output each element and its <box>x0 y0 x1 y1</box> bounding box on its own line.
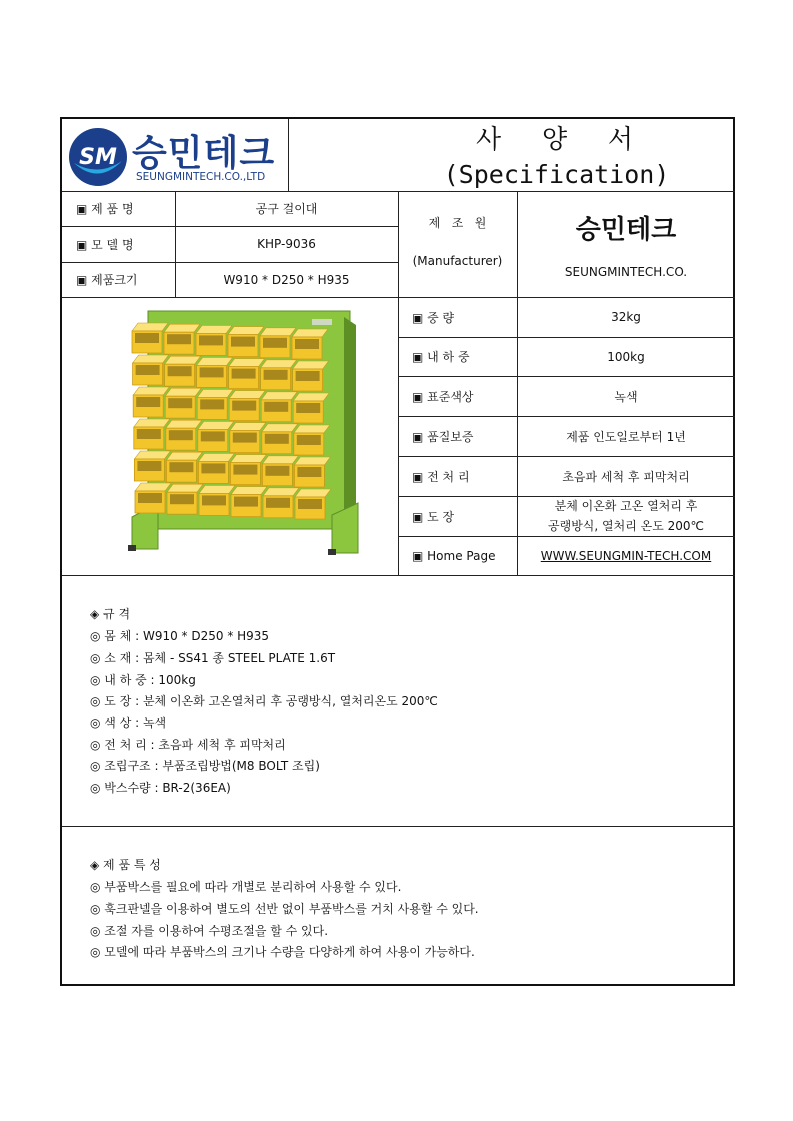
spec-line: ◎ 전 처 리 : 초음파 세척 후 피막처리 <box>90 738 286 752</box>
bin-opening <box>231 337 255 347</box>
bin-opening <box>137 429 161 439</box>
bin-opening <box>202 495 226 505</box>
coating-label: ▣ 도 장 <box>412 509 455 524</box>
model-name-value: KHP-9036 <box>257 237 316 251</box>
logo-emblem-icon <box>68 127 128 187</box>
bin-opening <box>137 461 161 471</box>
rack-leveler <box>128 545 136 551</box>
bin-top <box>293 393 329 401</box>
bin-opening <box>264 402 288 412</box>
coating-value <box>517 496 735 536</box>
bin-top <box>166 452 202 460</box>
rack-illustration <box>62 297 398 575</box>
bin-top <box>295 489 331 497</box>
bin-top <box>133 387 169 395</box>
bin-top <box>134 419 170 427</box>
bin-opening <box>169 430 193 440</box>
bin-top <box>294 425 330 433</box>
document-title-korean: 사 양 서 <box>476 124 637 155</box>
bin-top <box>292 329 328 337</box>
bin-top <box>263 488 299 496</box>
bin-top <box>166 420 202 428</box>
bin-opening <box>298 499 322 509</box>
bin-opening <box>200 399 224 409</box>
bin-top <box>262 456 298 464</box>
bin-opening <box>199 335 223 345</box>
bin-opening <box>200 367 224 377</box>
spec-line: ◎ 몸 체 : W910 * D250 * H935 <box>90 629 270 643</box>
product-name-value: 공구 걸이대 <box>255 202 318 216</box>
feature-line: ◎ 부품박스를 필요에 따라 개별로 분리하여 사용할 수 있다. <box>90 880 402 894</box>
bin-opening <box>295 339 319 349</box>
bin-top <box>261 360 297 368</box>
bin-top <box>134 451 170 459</box>
bin-opening <box>265 466 289 476</box>
standard-color-label: ▣ 표준색상 <box>412 389 474 404</box>
weight-value: 32kg <box>611 310 641 324</box>
bin-top <box>229 391 265 399</box>
bin-opening <box>296 371 320 381</box>
bin-opening <box>169 462 193 472</box>
bin-top <box>261 392 297 400</box>
homepage-link[interactable]: WWW.SEUNGMIN-TECH.COM <box>540 548 712 563</box>
bin-opening <box>266 498 290 508</box>
manufacturer-name: 승민테크 <box>575 215 677 245</box>
bin-top <box>293 361 329 369</box>
bin-top <box>228 327 264 335</box>
model-name-label: ▣ 모 델 명 <box>76 237 134 252</box>
bin-opening <box>263 338 287 348</box>
bin-top <box>197 357 233 365</box>
logo-name: 승민테크 <box>132 133 276 174</box>
feature-line: ◎ 조절 자를 이용하여 수평조절을 할 수 있다. <box>90 924 329 938</box>
product-size-value: W910 * D250 * H935 <box>223 272 350 287</box>
spec-section-title: ◈ 규 격 <box>90 607 131 621</box>
product-image <box>62 297 398 575</box>
load-capacity-label: ▣ 내 하 중 <box>412 350 470 364</box>
bin-top <box>165 388 201 396</box>
bin-opening <box>136 397 160 407</box>
features-section <box>62 826 735 986</box>
manufacturer-subtitle: SEUNGMINTECH.CO. <box>564 265 688 279</box>
features-section-title: ◈ 제 품 특 성 <box>90 858 161 872</box>
bin-opening <box>167 334 191 344</box>
bin-opening <box>201 463 225 473</box>
bin-top <box>167 484 203 492</box>
rack-label-plate <box>312 319 332 325</box>
spec-section <box>62 575 735 826</box>
load-capacity-value: 100kg <box>607 349 645 364</box>
company-logo <box>66 123 288 189</box>
manufacturer-label-korean: 제 조 원 <box>428 216 487 230</box>
bin-top <box>164 324 200 332</box>
bin-opening <box>232 369 256 379</box>
warranty-label: ▣ 품질보증 <box>412 429 474 444</box>
bin-top <box>231 487 267 495</box>
coating-value-line2: 공랭방식, 열처리 온도 200℃ <box>548 519 704 533</box>
bin-top <box>197 389 233 397</box>
bin-top <box>262 424 298 432</box>
spec-line: ◎ 소 재 : 몸체 - SS41 종 STEEL PLATE 1.6T <box>90 651 336 665</box>
rack-leveler <box>328 549 336 555</box>
homepage-label: ▣ Home Page <box>412 548 496 563</box>
spec-line: ◎ 도 장 : 분체 이온화 고온열처리 후 공랭방식, 열처리온도 200℃ <box>90 694 438 708</box>
bin-opening <box>168 366 192 376</box>
bin-opening <box>265 434 289 444</box>
bin-opening <box>170 494 194 504</box>
document-title-english: (Specification) <box>443 159 670 189</box>
bin-top <box>165 356 201 364</box>
svg-text:SM: SM <box>79 145 117 170</box>
weight-label: ▣ 중 량 <box>412 310 455 325</box>
standard-color-value: 녹색 <box>614 389 638 404</box>
bin-top <box>229 359 265 367</box>
bin-opening <box>297 435 321 445</box>
spec-line: ◎ 박스수량 : BR-2(36EA) <box>90 781 231 795</box>
bin-top <box>135 483 171 491</box>
bin-opening <box>136 365 160 375</box>
bin-top <box>230 455 266 463</box>
bin-top <box>294 457 330 465</box>
bin-opening <box>297 467 321 477</box>
bin-opening <box>233 433 257 443</box>
warranty-value: 제품 인도일로부터 1년 <box>566 429 686 444</box>
bin-opening <box>201 431 225 441</box>
manufacturer-label-english: (Manufacturer) <box>412 254 503 268</box>
bin-opening <box>234 497 258 507</box>
product-name-label: ▣ 제 품 명 <box>76 202 134 216</box>
spec-line: ◎ 조립구조 : 부품조립방법(M8 BOLT 조립) <box>90 759 320 773</box>
bin-opening <box>264 370 288 380</box>
specification-sheet <box>60 117 735 986</box>
coating-value-line1: 분체 이온화 고온 열처리 후 <box>554 499 698 513</box>
bin-top <box>196 325 232 333</box>
bin-top <box>132 323 168 331</box>
feature-line: ◎ 훅크판넬을 이용하여 별도의 선반 없이 부품박스를 거치 사용할 수 있다. <box>90 902 479 916</box>
bin-opening <box>138 493 162 503</box>
pretreatment-value: 초음파 세척 후 피막처리 <box>562 469 690 484</box>
product-size-label: ▣ 제품크기 <box>76 273 138 287</box>
bin-top <box>198 421 234 429</box>
bin-top <box>133 355 169 363</box>
feature-line: ◎ 모델에 따라 부품박스의 크기나 수량을 다양하게 하여 사용이 가능하다. <box>90 945 475 959</box>
bin-opening <box>233 465 257 475</box>
pretreatment-label: ▣ 전 처 리 <box>412 469 470 484</box>
bin-top <box>260 328 296 336</box>
bin-top <box>198 453 234 461</box>
bin-opening <box>296 403 320 413</box>
logo-subtitle: SEUNGMINTECH.CO.,LTD <box>136 171 266 183</box>
bin-opening <box>232 401 256 411</box>
spec-line: ◎ 내 하 중 : 100kg <box>90 673 196 687</box>
spec-line: ◎ 색 상 : 녹색 <box>90 716 167 730</box>
bin-opening <box>135 333 159 343</box>
bin-top <box>230 423 266 431</box>
bin-top <box>199 485 235 493</box>
bin-opening <box>168 398 192 408</box>
